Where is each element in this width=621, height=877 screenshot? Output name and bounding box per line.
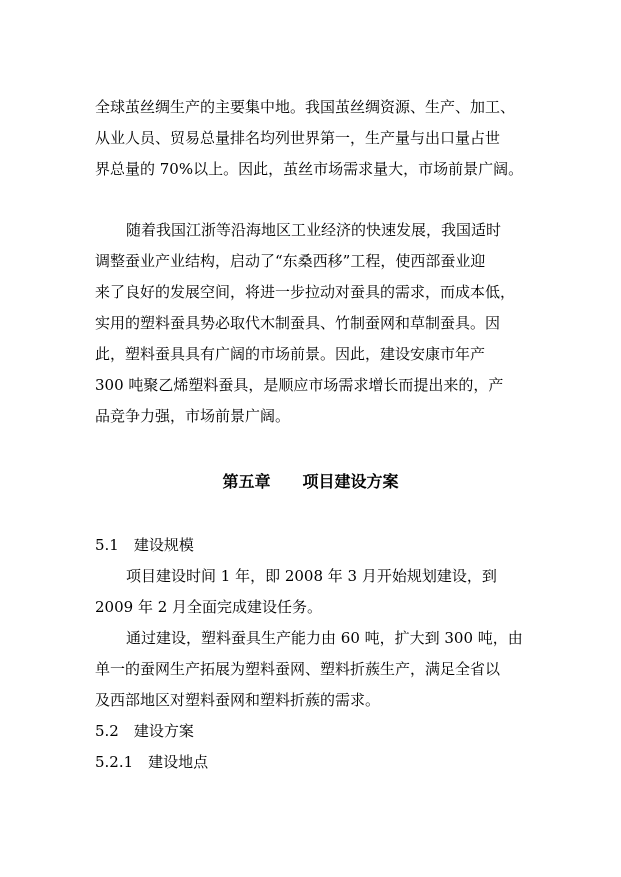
text-line: 随着我国江浙等沿海地区工业经济的快速发展，我国适时 xyxy=(126,221,502,239)
text-line: 单一的蚕网生产拓展为塑料蚕网、塑料折蔟生产，满足全省以 xyxy=(95,660,501,678)
text-line: 来了良好的发展空间，将进一步拉动对蚕具的需求，而成本低， xyxy=(95,283,516,301)
text-line: 2009 年 2 月全面完成建设任务。 xyxy=(95,598,323,616)
text-line: 品竞争力强，市场前景广阔。 xyxy=(95,407,291,425)
text-line: 调整蚕业产业结构，启动了“东桑西移”工程，使西部蚕业迎 xyxy=(95,252,486,270)
section-heading-5-1: 5.1 建设规模 xyxy=(95,536,194,554)
text-line: 及西部地区对塑料蚕网和塑料折蔟的需求。 xyxy=(95,691,381,709)
text-line: 全球茧丝绸生产的主要集中地。我国茧丝绸资源、生产、加工、 xyxy=(95,98,516,116)
text-line: 300 吨聚乙烯塑料蚕具，是顺应市场需求增长而提出来的，产 xyxy=(95,376,504,394)
text-line: 界总量的 70%以上。因此，茧丝市场需求量大，市场前景广阔。 xyxy=(95,160,524,178)
section-heading-5-2-1: 5.2.1 建设地点 xyxy=(95,753,209,771)
chapter-heading: 第五章 项目建设方案 xyxy=(222,472,399,491)
text-line: 项目建设时间 1 年，即 2008 年 3 月开始规划建设，到 xyxy=(126,567,497,585)
text-line: 实用的塑料蚕具势必取代木制蚕具、竹制蚕网和草制蚕具。因 xyxy=(95,314,501,332)
text-line: 通过建设，塑料蚕具生产能力由 60 吨，扩大到 300 吨，由 xyxy=(126,629,523,647)
text-line: 此，塑料蚕具具有广阔的市场前景。因此，建设安康市年产 xyxy=(95,345,486,363)
text-line: 从业人员、贸易总量排名均列世界第一，生产量与出口量占世 xyxy=(95,129,501,147)
section-heading-5-2: 5.2 建设方案 xyxy=(95,722,194,740)
